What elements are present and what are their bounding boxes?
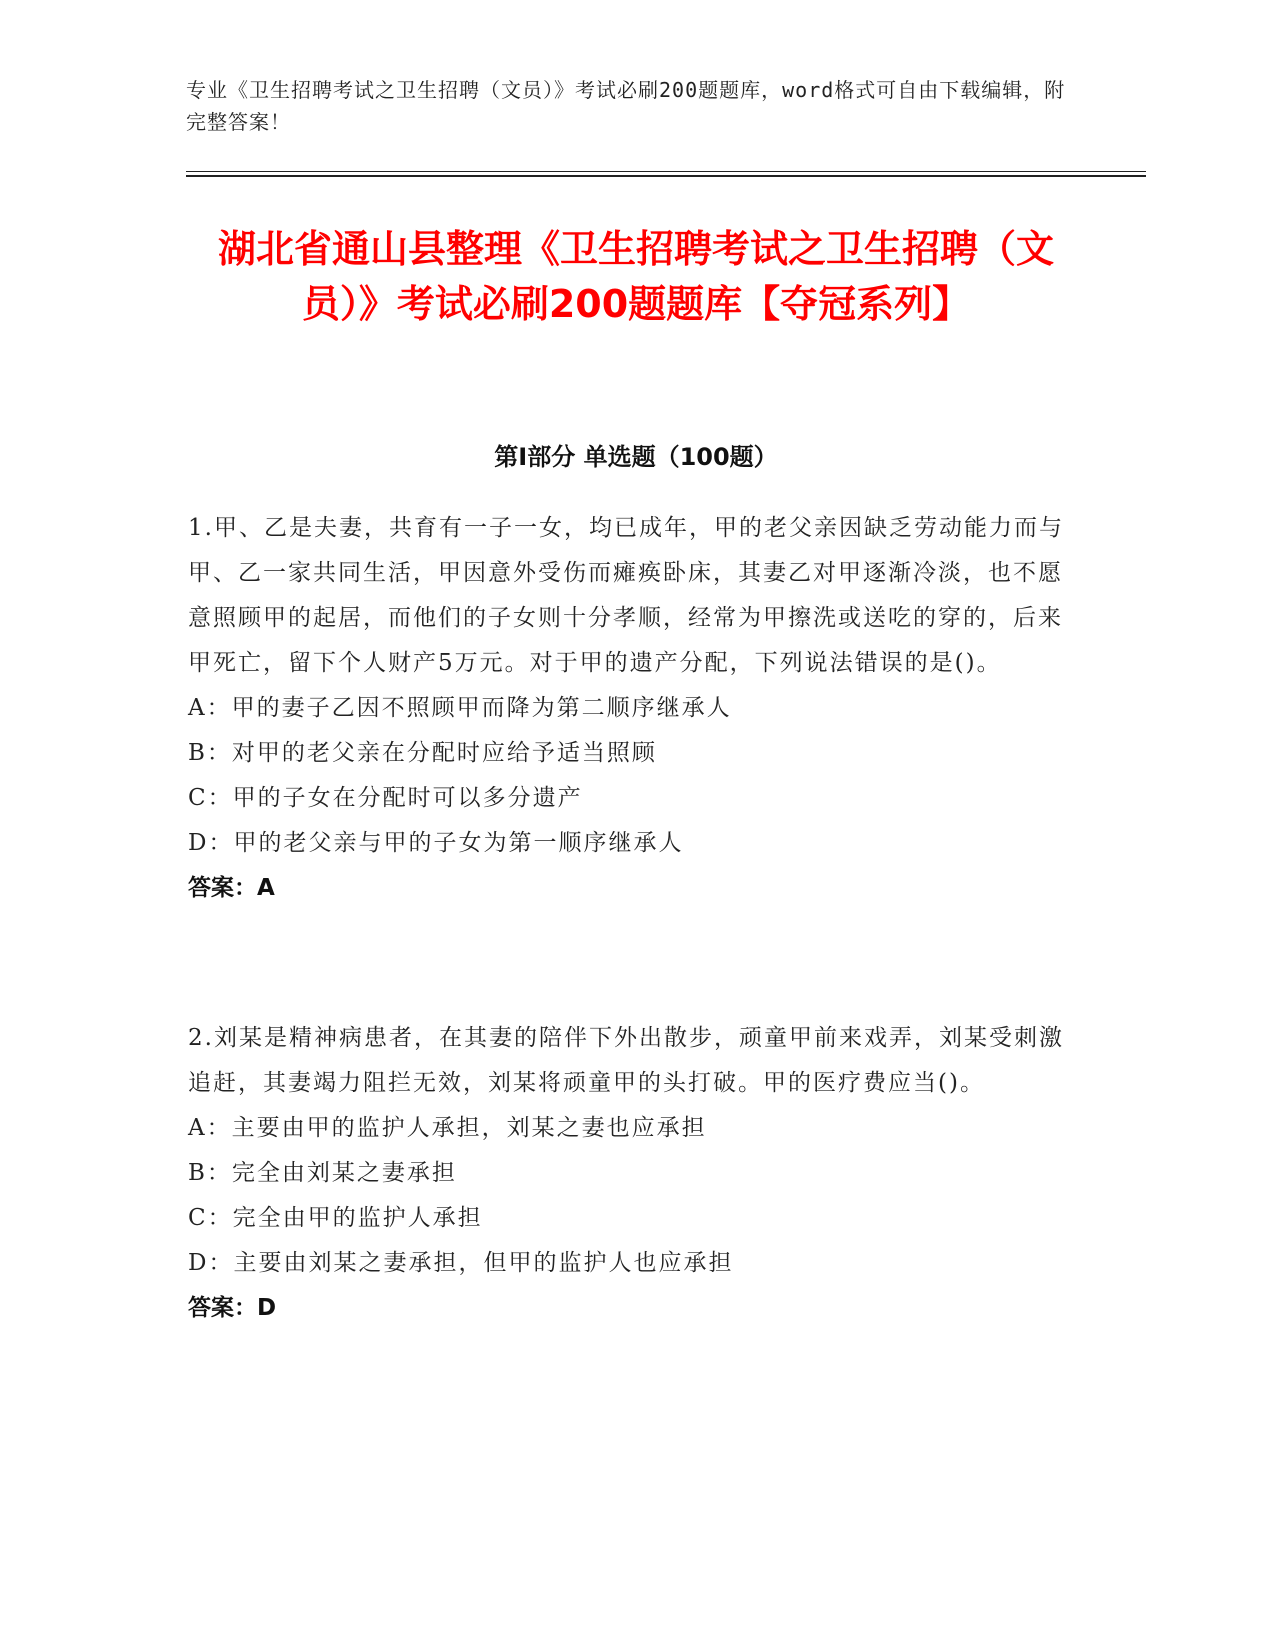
option-a: A：甲的妻子乙因不照顾甲而降为第二顺序继承人 xyxy=(188,695,732,721)
option-b: B：对甲的老父亲在分配时应给予适当照顾 xyxy=(188,740,657,766)
answer-line: 答案：D xyxy=(188,1295,277,1321)
option-d: D：主要由刘某之妻承担，但甲的监护人也应承担 xyxy=(188,1250,734,1276)
question-stem: 1.甲、乙是夫妻，共育有一子一女，均已成年，甲的老父亲因缺乏劳动能力而与甲、乙一家共同生活，甲因意外受伤而瘫痪卧床，其妻乙对甲逐渐冷淡，也不愿意照顾甲的起居，而他们的子女则十分孝顺，经常为甲擦洗或送吃的穿的，后来甲死亡，留下个人财产5万元。对于甲的遗产分配，下列说法错误的是()。 xyxy=(188,515,1064,676)
option-c: C：完全由甲的监护人承担 xyxy=(188,1205,483,1231)
question-1 xyxy=(188,506,1068,911)
document-title: 湖北省通山县整理《卫生招聘考试之卫生招聘（文员）》考试必刷200题题库【夺冠系列】 xyxy=(217,227,1054,326)
question-stem: 2.刘某是精神病患者，在其妻的陪伴下外出散步，顽童甲前来戏弄，刘某受刺激追赶，其妻竭力阻拦无效，刘某将顽童甲的头打破。甲的医疗费应当()。 xyxy=(188,1025,1064,1096)
section-heading: 第Ⅰ部分 单选题（100题） xyxy=(494,443,778,471)
question-2 xyxy=(188,1016,1068,1331)
option-b: B：完全由刘某之妻承担 xyxy=(188,1160,457,1186)
header-note: 专业《卫生招聘考试之卫生招聘（文员）》考试必刷200题题库，word格式可自由下载编辑，附完整答案！ xyxy=(186,78,1066,134)
option-a: A：主要由甲的监护人承担，刘某之妻也应承担 xyxy=(188,1115,707,1141)
header-rule-thin xyxy=(186,171,1146,172)
option-d: D：甲的老父亲与甲的子女为第一顺序继承人 xyxy=(188,830,684,856)
answer-line: 答案：A xyxy=(188,875,275,901)
header-rule-thick xyxy=(186,175,1146,177)
option-c: C：甲的子女在分配时可以多分遗产 xyxy=(188,785,583,811)
